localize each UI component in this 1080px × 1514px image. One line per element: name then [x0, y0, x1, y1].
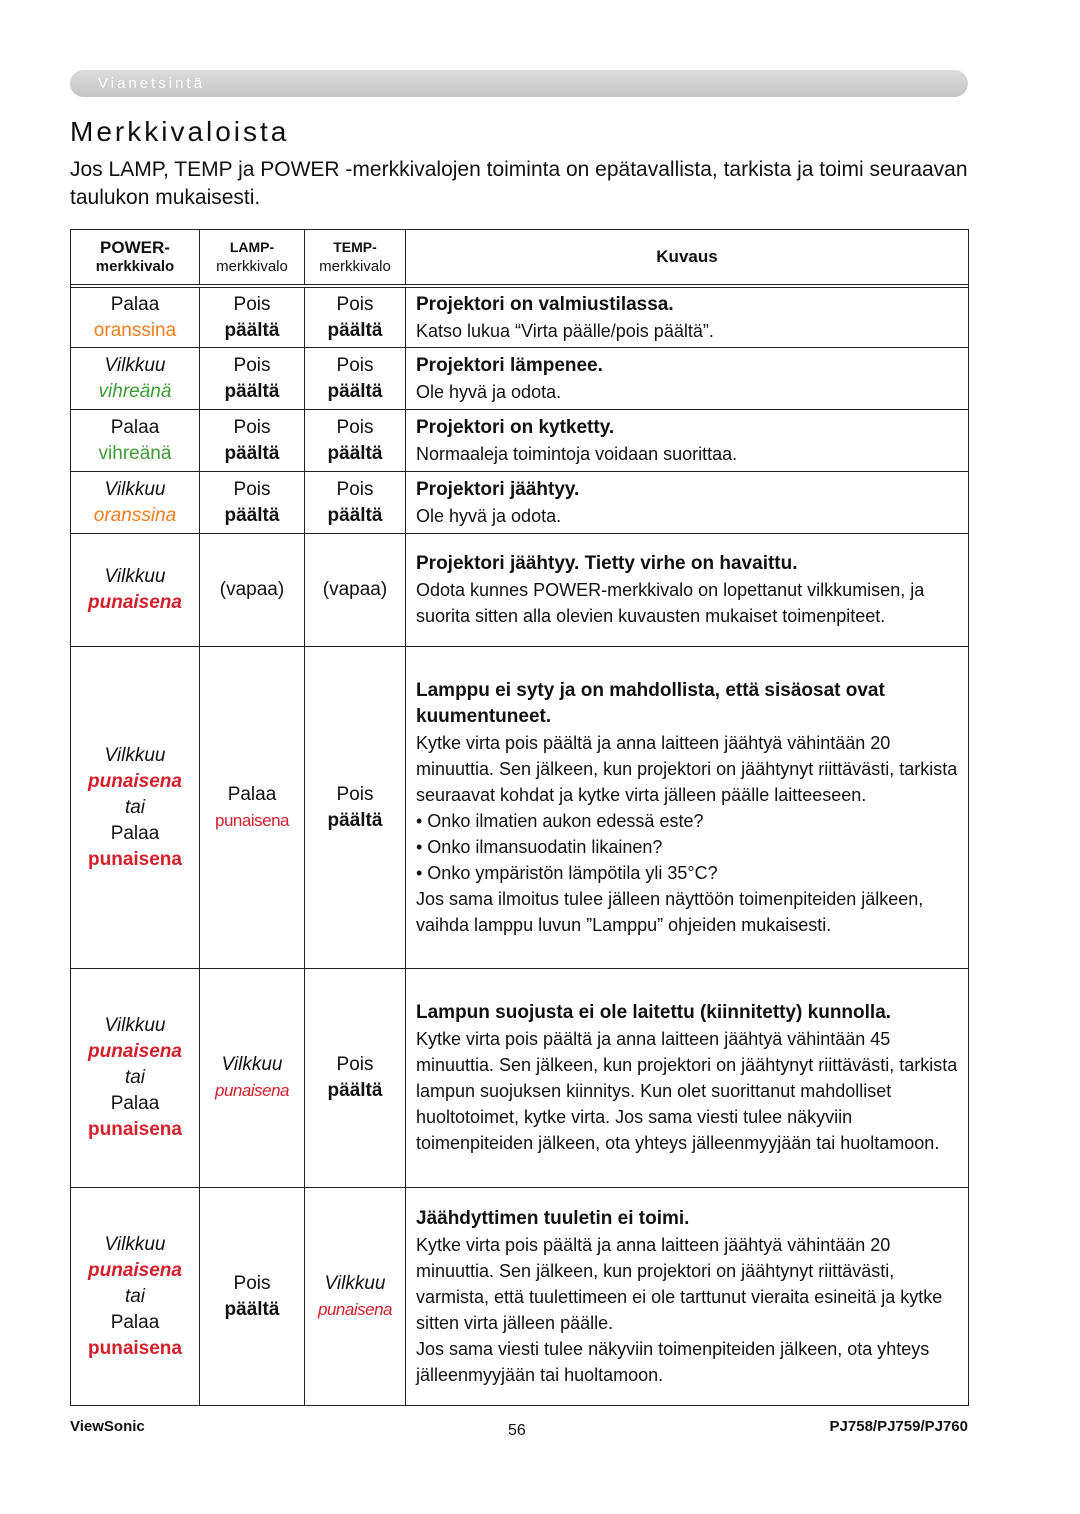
lamp-indicator-cell — [200, 348, 305, 410]
table-row — [71, 1188, 969, 1406]
temp-indicator-cell — [305, 969, 406, 1188]
description-text: Katso lukua “Virta päälle/pois päältä”. — [416, 320, 714, 341]
power-color: oranssina — [93, 319, 177, 341]
description-cell — [406, 472, 969, 534]
power-state-alt: Palaa — [110, 1093, 160, 1114]
description-title: Jäähdyttimen tuuletin ei toimi. — [416, 1207, 690, 1229]
section-header-bar — [70, 70, 968, 97]
description-title: Projektori on valmiustilassa. — [416, 293, 674, 315]
temp-state-2: päältä — [327, 319, 383, 341]
power-indicator-cell — [71, 472, 200, 534]
header-temp — [305, 230, 406, 285]
power-indicator-cell — [71, 534, 200, 647]
lamp-indicator-cell — [200, 534, 305, 647]
checklist-item: • Onko ilmatien aukon edessä este? — [416, 810, 704, 831]
description-text: Kytke virta pois päältä ja anna laitteen jäähtyä vähintään 20 minuuttia. Sen jälkeen, kun projektori on jäähtynyt riittävästi, varmista, että tuulettimeen ei ole tarttunut vieraita esineitä ja kytke sitten virta jälleen päälle. — [416, 1234, 943, 1333]
temp-indicator-cell — [305, 348, 406, 410]
power-color-alt: punaisena — [88, 1119, 182, 1140]
header-temp-top: TEMP- — [333, 239, 377, 255]
header-lamp-top: LAMP- — [229, 239, 275, 255]
description-title: Projektori lämpenee. — [416, 354, 603, 376]
description-cell — [406, 348, 969, 410]
table-row — [71, 348, 969, 410]
power-or: tai — [124, 1285, 146, 1307]
description-title: Lampun suojusta ei ole laitettu (kiinnitetty) kunnolla. — [416, 1002, 892, 1023]
lamp-indicator-cell — [200, 472, 305, 534]
power-indicator-cell — [71, 1188, 200, 1406]
table-row — [71, 647, 969, 969]
description-text: Kytke virta pois päältä ja anna laitteen jäähtyä vähintään 20 minuuttia. Sen jälkeen, kun projektori on jäähtynyt riittävästi, tarkista seuraavat kohdat ja kytke virta jälleen päälle laitteeseen. — [416, 732, 958, 805]
power-indicator-cell — [71, 348, 200, 410]
description-title: Projektori jäähtyy. — [416, 478, 580, 500]
power-state: Vilkkuu — [104, 1233, 166, 1255]
power-state: Vilkkuu — [104, 744, 166, 766]
temp-state-2: päältä — [327, 442, 383, 464]
power-state: Palaa — [110, 416, 160, 438]
table-row — [71, 472, 969, 534]
temp-state: Pois — [336, 478, 374, 500]
power-color: punaisena — [88, 1259, 182, 1281]
temp-color: punaisena — [318, 1299, 392, 1319]
temp-state: Pois — [336, 293, 374, 315]
lamp-state: Palaa — [227, 783, 277, 805]
power-state: Vilkkuu — [104, 566, 166, 587]
power-indicator-cell — [71, 410, 200, 472]
description-cell — [406, 647, 969, 969]
temp-state-2: päältä — [327, 809, 383, 831]
description-text: Normaaleja toimintoja voidaan suorittaa. — [416, 443, 738, 464]
temp-indicator-cell — [305, 472, 406, 534]
power-state-alt: Palaa — [110, 822, 160, 844]
description-cell — [406, 1188, 969, 1406]
power-state: Vilkkuu — [104, 1015, 166, 1036]
table-row — [71, 534, 969, 647]
header-power-bottom: merkkivalo — [95, 258, 175, 275]
temp-indicator-cell — [305, 410, 406, 472]
power-indicator-cell — [71, 288, 200, 348]
description-text: Jos sama viesti tulee näkyviin toimenpiteiden jälkeen, ota yhteys jälleenmyyjään tai huoltamoon. — [416, 1338, 930, 1385]
lamp-indicator-cell — [200, 647, 305, 969]
footer-brand: ViewSonic — [70, 1418, 145, 1435]
description-cell — [406, 410, 969, 472]
power-color: vihreänä — [98, 380, 172, 402]
power-color: punaisena — [88, 592, 182, 613]
temp-indicator-cell — [305, 534, 406, 647]
power-state: Palaa — [110, 293, 160, 315]
header-lamp — [200, 230, 305, 285]
description-text: Ole hyvä ja odota. — [416, 505, 562, 526]
header-power-top: POWER- — [100, 238, 170, 257]
temp-state: Pois — [336, 354, 374, 376]
description-title: Projektori on kytketty. — [416, 416, 615, 438]
power-color: punaisena — [88, 770, 182, 792]
header-description: Kuvaus — [406, 230, 969, 285]
description-text: Kytke virta pois päältä ja anna laitteen jäähtyä vähintään 45 minuuttia. Sen jälkeen, kun projektori on jäähtynyt riittävästi, tarkista lampun suojuksen kiinnitys. Kun olet suorittanut mahdolliset huoltotoimet, kytke virta. Jos sama viesti tulee näkyviin toimenpiteiden jälkeen, ota yhteys jälleenmyyjään tai huoltamoon. — [416, 1029, 958, 1153]
power-color: oranssina — [93, 504, 177, 526]
description-title: Lamppu ei syty ja on mahdollista, että sisäosat ovat kuumentuneet. — [416, 679, 885, 727]
lamp-state-2: päältä — [224, 504, 280, 526]
description-cell — [406, 534, 969, 647]
temp-state: Pois — [336, 1054, 374, 1075]
power-state-alt: Palaa — [110, 1311, 160, 1333]
power-color-alt: punaisena — [88, 1337, 182, 1359]
footer-model: PJ758/PJ759/PJ760 — [829, 1418, 968, 1435]
page-number: 56 — [508, 1422, 526, 1439]
temp-state: Pois — [336, 416, 374, 438]
temp-state-2: päältä — [327, 1080, 383, 1101]
lamp-state-2: päältä — [224, 1298, 280, 1320]
power-or: tai — [124, 796, 146, 818]
intro-paragraph: Jos LAMP, TEMP ja POWER -merkkivalojen toiminta on epätavallista, tarkista ja toimi seuraavan taulukon mukaisesti. — [70, 158, 968, 209]
lamp-state: (vapaa) — [219, 579, 285, 600]
table-row — [71, 969, 969, 1188]
lamp-state: Pois — [233, 478, 271, 500]
header-lamp-bottom: merkkivalo — [216, 258, 288, 275]
lamp-state-2: päältä — [224, 319, 280, 341]
table-row — [71, 410, 969, 472]
lamp-state: Pois — [233, 354, 271, 376]
description-text: Ole hyvä ja odota. — [416, 381, 562, 402]
table-row — [71, 288, 969, 348]
temp-state: Pois — [336, 783, 374, 805]
lamp-indicator-cell — [200, 1188, 305, 1406]
description-text: Jos sama ilmoitus tulee jälleen näyttöön toimenpiteiden jälkeen, vaihda lamppu luvun ”Lamppu” ohjeiden mukaisesti. — [416, 888, 924, 935]
lamp-indicator-cell — [200, 288, 305, 348]
description-cell — [406, 969, 969, 1188]
power-color-alt: punaisena — [88, 848, 182, 870]
lamp-indicator-cell — [200, 969, 305, 1188]
section-label: Vianetsintä — [98, 75, 205, 92]
lamp-state: Pois — [233, 416, 271, 438]
lamp-indicator-cell — [200, 410, 305, 472]
checklist-item: • Onko ympäristön lämpötila yli 35°C? — [416, 862, 718, 883]
power-or: tai — [124, 1067, 146, 1088]
description-cell — [406, 288, 969, 348]
power-state: Vilkkuu — [104, 354, 166, 376]
header-temp-bottom: merkkivalo — [319, 258, 391, 275]
lamp-state-2: päältä — [224, 380, 280, 402]
lamp-state-2: päältä — [224, 442, 280, 464]
temp-state: Vilkkuu — [324, 1272, 386, 1294]
power-indicator-cell — [71, 647, 200, 969]
description-title: Projektori jäähtyy. Tietty virhe on havaittu. — [416, 553, 798, 574]
power-indicator-cell — [71, 969, 200, 1188]
indicator-table — [70, 229, 969, 1406]
temp-indicator-cell — [305, 647, 406, 969]
power-state: Vilkkuu — [104, 478, 166, 500]
description-text: Odota kunnes POWER-merkkivalo on lopettanut vilkkumisen, ja suorita sitten alla olevien kuvausten mukaiset toimenpiteet. — [416, 580, 925, 626]
temp-indicator-cell — [305, 288, 406, 348]
temp-state: (vapaa) — [322, 579, 388, 600]
temp-state-2: päältä — [327, 380, 383, 402]
power-color: vihreänä — [98, 442, 172, 464]
lamp-color: punaisena — [215, 1081, 289, 1100]
power-color: punaisena — [88, 1041, 182, 1062]
lamp-state: Pois — [233, 293, 271, 315]
lamp-state: Vilkkuu — [221, 1054, 283, 1075]
checklist-item: • Onko ilmansuodatin likainen? — [416, 836, 663, 857]
lamp-color: punaisena — [215, 810, 289, 830]
lamp-state: Pois — [233, 1272, 271, 1294]
page-title: Merkkivaloista — [70, 116, 290, 147]
header-power — [71, 230, 200, 285]
temp-state-2: päältä — [327, 504, 383, 526]
temp-indicator-cell — [305, 1188, 406, 1406]
table-header-row — [71, 230, 969, 285]
